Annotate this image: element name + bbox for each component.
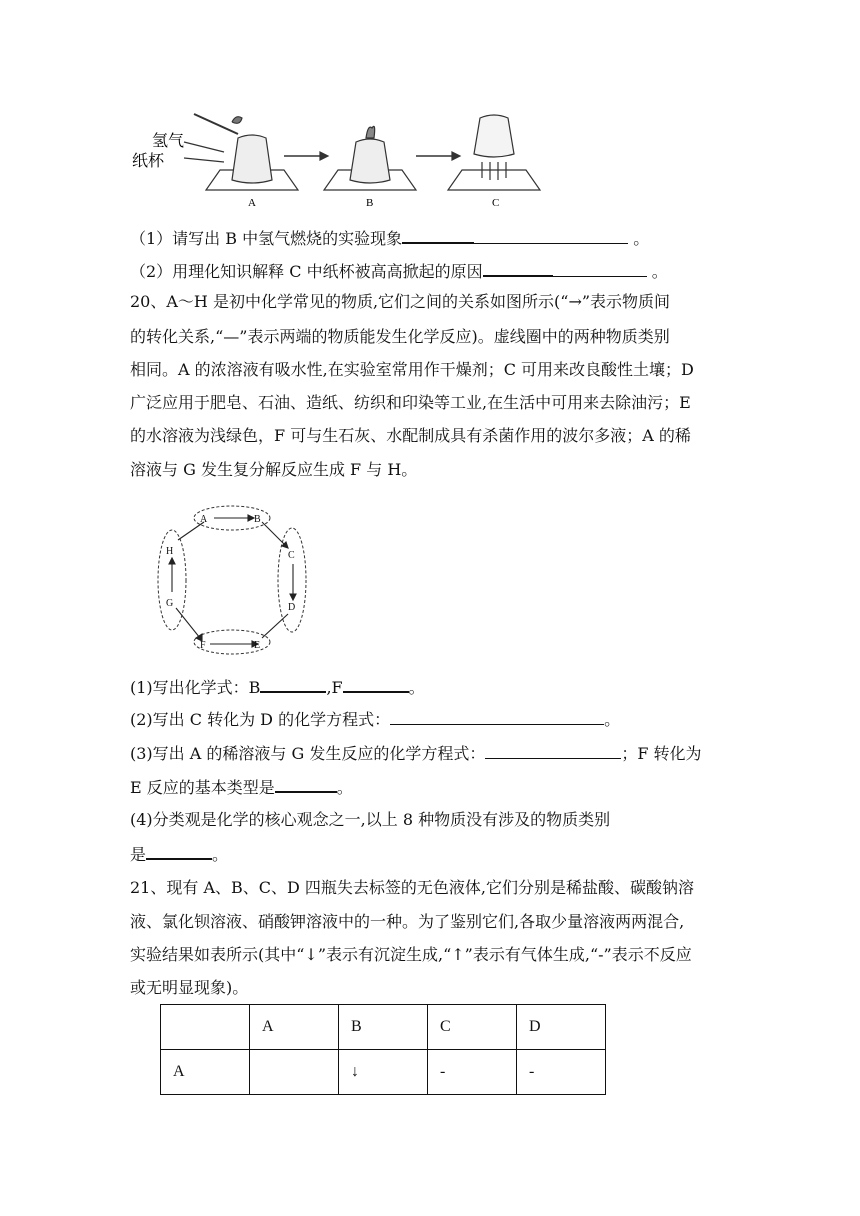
q20-sub1: (1)写出化学式：B ,F 。 xyxy=(130,673,425,702)
q20-line-1: 20、A～H 是初中化学常见的物质,它们之间的关系如图所示(“→”表示物质间 xyxy=(130,292,671,311)
q20-sub2: (2)写出 C 转化为 D 的化学方程式： 。 xyxy=(130,706,620,734)
mixing-results-table xyxy=(160,1004,606,1095)
node-b: B xyxy=(254,514,261,525)
q20-f-formula-blank[interactable] xyxy=(343,673,409,693)
hydrogen-cup-experiment-figure xyxy=(124,104,564,208)
node-f: F xyxy=(200,640,206,651)
q20-category-blank[interactable] xyxy=(146,840,212,860)
q21-line-2: 液、氯化钡溶液、硝酸钾溶液中的一种。为了鉴别它们,各取少量溶液两两混合, xyxy=(130,912,685,931)
table-cell xyxy=(250,1050,339,1095)
q20-line-2: 的转化关系,“—”表示两端的物质能发生化学反应)。虚线圈中的两种物质类别 xyxy=(130,327,670,346)
cup-label: 纸杯 xyxy=(132,151,165,170)
q20-line-4: 广泛应用于肥皂、石油、造纸、纺织和印染等工业,在生活中可用来去除油污；E xyxy=(130,393,691,412)
table-header-row xyxy=(161,1005,606,1050)
table-header-cell: D xyxy=(517,1005,606,1050)
q20-line-6: 溶液与 G 发生复分解反应生成 F 与 H。 xyxy=(130,460,418,479)
q20-line-5: 的水溶液为浅绿色，F 可与生石灰、水配制成具有杀菌作用的波尔多液；A 的稀 xyxy=(130,426,691,445)
panel-c-label: C xyxy=(492,197,500,208)
panel-b-label: B xyxy=(366,197,374,208)
q19-part1-answer-blank[interactable] xyxy=(402,224,474,244)
table-cell: ↓ xyxy=(339,1050,428,1095)
q20-sub4-line2: 是 。 xyxy=(130,840,228,869)
table-cell: A xyxy=(161,1050,250,1095)
q20-b-formula-blank[interactable] xyxy=(260,673,326,693)
q20-sub4-line1: (4)分类观是化学的核心观念之一,以上 8 种物质没有涉及的物质类别 xyxy=(130,810,611,829)
q21-line-1: 21、现有 A、B、C、D 四瓶失去标签的无色液体,它们分别是稀盐酸、碳酸钠溶 xyxy=(130,878,695,897)
node-d: D xyxy=(288,602,296,613)
table-header-cell: A xyxy=(250,1005,339,1050)
q20-line-3: 相同。A 的浓溶液有吸水性,在实验室常用作干燥剂；C 可用来改良酸性土壤；D xyxy=(130,360,694,379)
table-header-cell: C xyxy=(428,1005,517,1050)
q19-part1-answer-blank-2[interactable] xyxy=(474,225,628,244)
q19-part2-answer-blank-2[interactable] xyxy=(553,258,647,277)
node-h: H xyxy=(166,546,174,557)
node-a: A xyxy=(200,514,208,525)
q20-sub3-line2: E 反应的基本类型是 。 xyxy=(130,773,353,802)
table-cell: - xyxy=(428,1050,517,1095)
q21-line-4: 或无明显现象)。 xyxy=(130,978,249,997)
q19-part1: （1）请写出 B 中氢气燃烧的实验现象 。 xyxy=(130,224,649,253)
substance-relationship-diagram xyxy=(148,500,318,660)
panel-a-label: A xyxy=(248,197,256,208)
dashed-ring-cd xyxy=(278,528,306,632)
q19-part2-answer-blank[interactable] xyxy=(483,257,553,277)
node-c: C xyxy=(288,550,295,561)
q20-a-g-equation-blank[interactable] xyxy=(485,740,621,759)
q21-line-3: 实验结果如表所示(其中“↓”表示有沉淀生成,“↑”表示有气体生成,“-”表示不反应 xyxy=(130,945,692,964)
table-header-cell xyxy=(161,1005,250,1050)
q20-sub3-line1: (3)写出 A 的稀溶液与 G 发生反应的化学方程式： ；F 转化为 xyxy=(130,740,702,768)
table-header-cell: B xyxy=(339,1005,428,1050)
table-row xyxy=(161,1050,606,1095)
node-e: E xyxy=(254,640,261,651)
q20-reaction-type-blank[interactable] xyxy=(275,773,337,793)
q20-c-to-d-equation-blank[interactable] xyxy=(390,706,604,725)
panel-a-cup xyxy=(232,135,272,183)
table-cell: - xyxy=(517,1050,606,1095)
hydrogen-label: 氢气 xyxy=(152,131,185,150)
node-g: G xyxy=(166,598,174,609)
q19-part2: （2）用理化知识解释 C 中纸杯被高高掀起的原因 。 xyxy=(130,257,668,286)
